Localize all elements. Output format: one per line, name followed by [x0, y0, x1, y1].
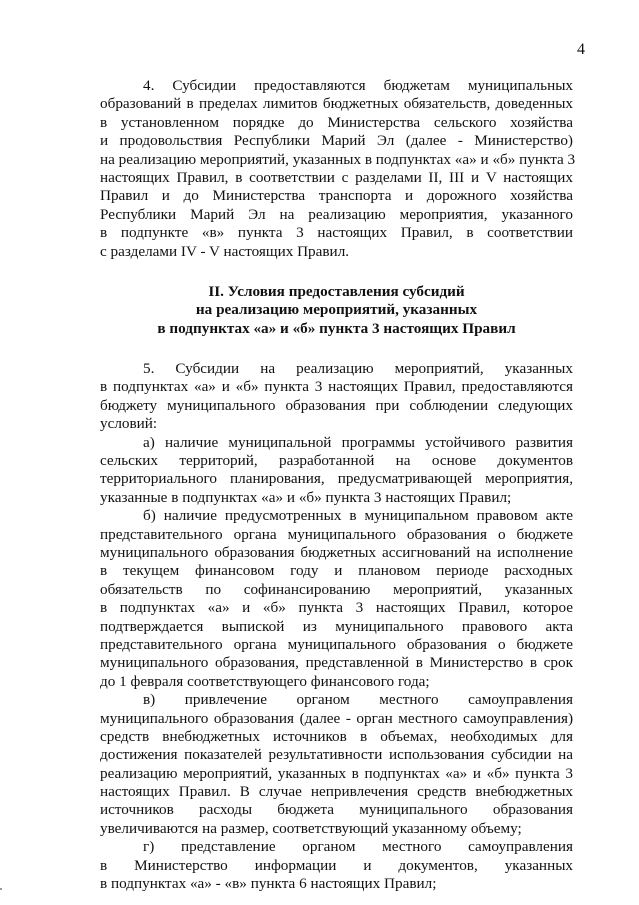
text-line: в установленном порядке до Министерства сельского хозяйства [100, 113, 573, 131]
text-line: 5. Субсидии на реализацию мероприятий, указанных [143, 360, 573, 378]
text-line: и продовольствия Республики Марий Эл (далее - Министерство) [100, 132, 573, 150]
text-line: сельских территорий, разработанной на основе документов [100, 452, 573, 470]
text-line: г) представление органом местного самоуправления [143, 838, 573, 856]
text-line: достижения показателей результативности использования субсидии на [100, 746, 573, 764]
text-line: в подпункте «в» пункта 3 настоящих Правил, в соответствии [100, 224, 573, 242]
text-line: средств внебюджетных источников в объемах, необходимых для [100, 727, 573, 745]
text-line: на реализацию мероприятий, указанных в подпунктах «а» и «б» пункта 3 [100, 150, 576, 168]
text-line: территориального планирования, предусматривающей мероприятия, [100, 470, 573, 488]
spacer [100, 338, 573, 360]
text-line: Республики Марий Эл на реализацию мероприятия, указанного [100, 205, 573, 223]
text-line: настоящих Правил. В случае непривлечения средств внебюджетных [100, 783, 573, 801]
text-line: представительного органа муниципального образования о бюджете [100, 525, 573, 543]
text-line: с разделами IV - V настоящих Правил. [100, 242, 350, 260]
item-b [100, 507, 573, 691]
text-line: в Министерство информации и документов, указанных [100, 856, 573, 874]
text-line: муниципального образования бюджетных ассигнований на исполнение [100, 543, 573, 561]
text-line: в подпунктах «а» и «б» пункта 3 настоящих Правил, которое [100, 599, 573, 617]
document-body [100, 77, 576, 893]
text-line: подтверждается выпиской из муниципального правового акта [100, 617, 573, 635]
text-line: настоящих Правил, в соответствии с разделами II, III и V настоящих [100, 168, 573, 186]
spacer [100, 261, 573, 283]
page-number: 4 [577, 41, 585, 58]
text-line: в текущем финансовом году и плановом периоде расходных [100, 562, 573, 580]
text-line: в) привлечение органом местного самоуправления [143, 691, 573, 709]
heading-line: на реализацию мероприятий, указанных [195, 301, 478, 319]
text-line: условий: [100, 415, 158, 433]
item-v [100, 691, 573, 838]
text-line: б) наличие предусмотренных в муниципальном правовом акте [143, 507, 573, 525]
text-line: обязательств по софинансированию мероприятий, указанных [100, 580, 573, 598]
paragraph-5 [100, 360, 573, 434]
item-g [100, 838, 573, 893]
text-line: до 1 февраля соответствующего финансового года; [100, 672, 430, 690]
text-line: представительного органа муниципального образования о бюджете [100, 635, 573, 653]
paragraph-4 [100, 77, 576, 261]
section-heading [100, 283, 573, 338]
text-line: муниципального образования, представленной в Министерство в срок [100, 654, 573, 672]
text-line: 4. Субсидии предоставляются бюджетам муниципальных [143, 77, 573, 94]
text-line: источников расходы бюджета муниципального образования [100, 801, 573, 819]
text-line: в подпунктах «а» и «б» пункта 3 настоящих Правил, предоставляются [100, 378, 573, 396]
text-line: указанные в подпунктах «а» и «б» пункта 3 настоящих Правил; [100, 488, 512, 506]
heading-line: II. Условия предоставления субсидий [208, 282, 465, 300]
text-line: в подпунктах «а» - «в» пункта 6 настоящих Правил; [100, 875, 437, 893]
text-line: муниципального образования (далее - орган местного самоуправления) [100, 709, 573, 727]
text-line: реализацию мероприятий, указанных в подпунктах «а» и «б» пункта 3 [100, 764, 573, 782]
heading-line: в подпунктах «а» и «б» пункта 3 настоящих Правил [157, 319, 516, 337]
item-a [100, 434, 573, 508]
text-line: бюджету муниципального образования при соблюдении следующих [100, 396, 573, 414]
text-line: увеличиваются на размер, соответствующий указанному объему; [100, 819, 522, 837]
text-line: Правил и до Министерства транспорта и дорожного хозяйства [100, 187, 573, 205]
text-line: а) наличие муниципальной программы устойчивого развития [143, 433, 573, 451]
text-line: образований в пределах лимитов бюджетных обязательств, доведенных [100, 95, 573, 113]
scan-mark [0, 888, 2, 890]
